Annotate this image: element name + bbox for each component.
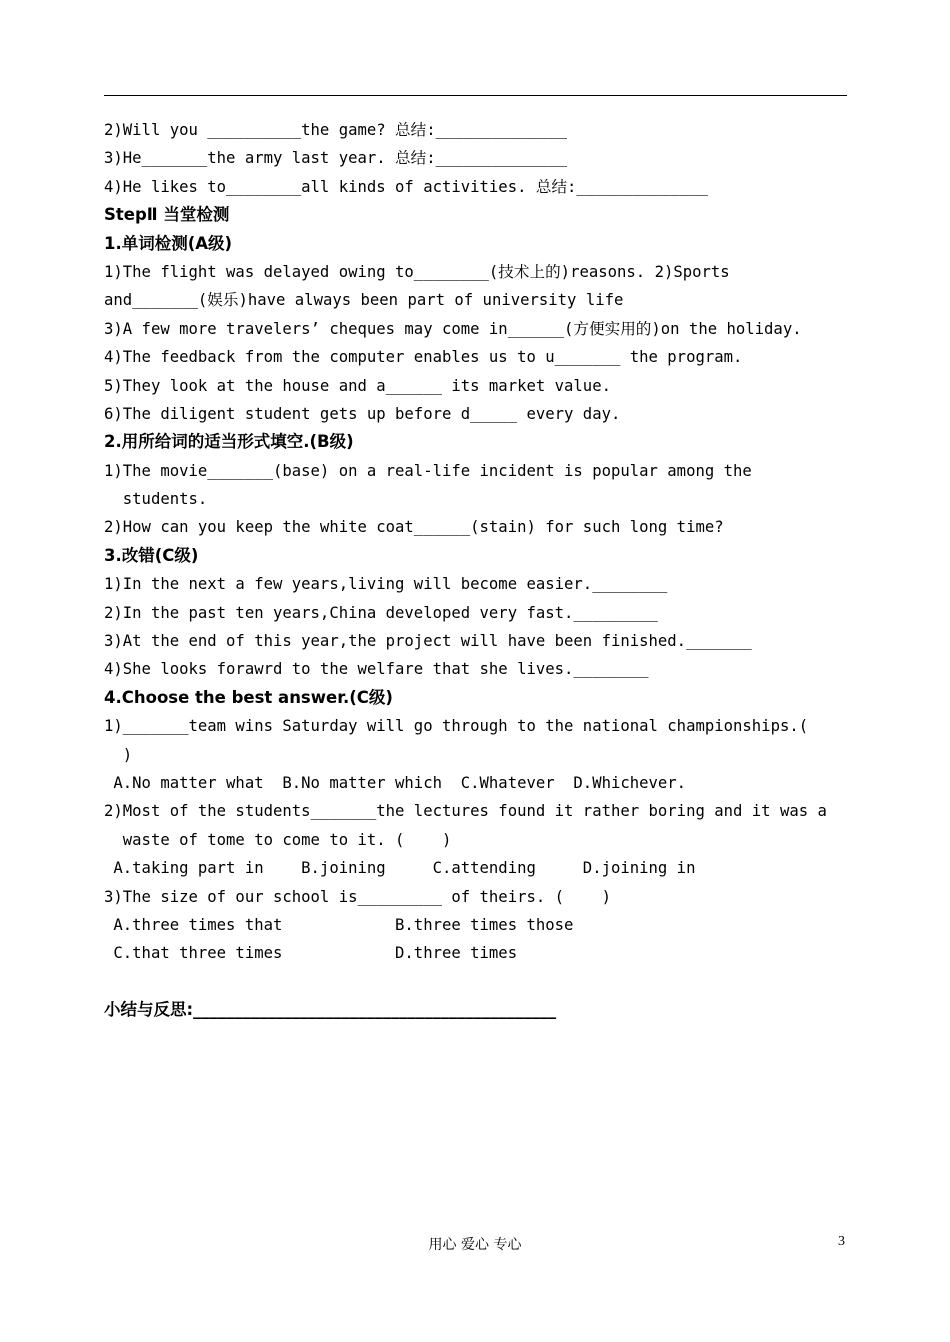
worksheet-line: )	[104, 745, 133, 764]
worksheet-line: 5)They look at the house and a______ its market value.	[104, 376, 611, 395]
worksheet-line: 6)The diligent student gets up before d_____ every day.	[104, 404, 621, 423]
worksheet-line: 4)The feedback from the computer enables us to u_______ the program.	[104, 348, 743, 367]
worksheet-line: 4)He likes to________all kinds of activities. 总结:______________	[104, 177, 708, 196]
worksheet-line: 3)A few more travelers’ cheques may come in______(方便实用的)on the holiday.	[104, 319, 802, 338]
worksheet-line: A.No matter what B.No matter which C.Whatever D.Whichever.	[104, 773, 687, 792]
section-heading: 4.Choose the best answer.(C级)	[104, 687, 393, 707]
section-heading: 2.用所给词的适当形式填空.(B级)	[104, 432, 354, 452]
section-heading: StepⅡ 当堂检测	[104, 205, 230, 225]
section-heading: 1.单词检测(A级)	[104, 233, 233, 253]
worksheet-line: and_______(娱乐)have always been part of university life	[104, 291, 624, 310]
blank-line	[104, 968, 849, 996]
page-number: 3	[838, 1234, 845, 1249]
worksheet-line: C.that three times D.three times	[104, 944, 518, 963]
header-rule	[104, 95, 847, 96]
worksheet-line: A.three times that B.three times those	[104, 915, 574, 934]
worksheet-line: waste of tome to come to it. ( )	[104, 830, 452, 849]
section-heading: 小结与反思:____________________________________________	[104, 1000, 557, 1020]
worksheet-line: 3)He_______the army last year. 总结:______________	[104, 149, 568, 168]
worksheet-line: 4)She looks forawrd to the welfare that she lives.________	[104, 660, 649, 679]
worksheet-line: 1)The flight was delayed owing to________(技术上的)reasons. 2)Sports	[104, 262, 730, 281]
worksheet-line: 3)The size of our school is_________ of theirs. ( )	[104, 887, 611, 906]
worksheet-line: 3)At the end of this year,the project will have been finished._______	[104, 632, 752, 651]
worksheet-line: 2)How can you keep the white coat______(stain) for such long time?	[104, 518, 724, 537]
worksheet-line: 2)In the past ten years,China developed very fast._________	[104, 603, 658, 622]
worksheet-line: 1)_______team wins Saturday will go through to the national championships.(	[104, 717, 809, 736]
worksheet-body	[104, 116, 849, 1025]
worksheet-line: students.	[104, 490, 208, 509]
worksheet-line: A.taking part in B.joining C.attending D.joining in	[104, 859, 696, 878]
worksheet-line: 1)In the next a few years,living will become easier.________	[104, 575, 668, 594]
section-heading: 3.改错(C级)	[104, 545, 199, 565]
footer-slogan: 用心 爱心 专心	[428, 1237, 522, 1253]
worksheet-line: 1)The movie_______(base) on a real-life incident is popular among the	[104, 461, 752, 480]
worksheet-line: 2)Most of the students_______the lectures found it rather boring and it was a	[104, 802, 827, 821]
worksheet-line: 2)Will you __________the game? 总结:______________	[104, 121, 568, 139]
